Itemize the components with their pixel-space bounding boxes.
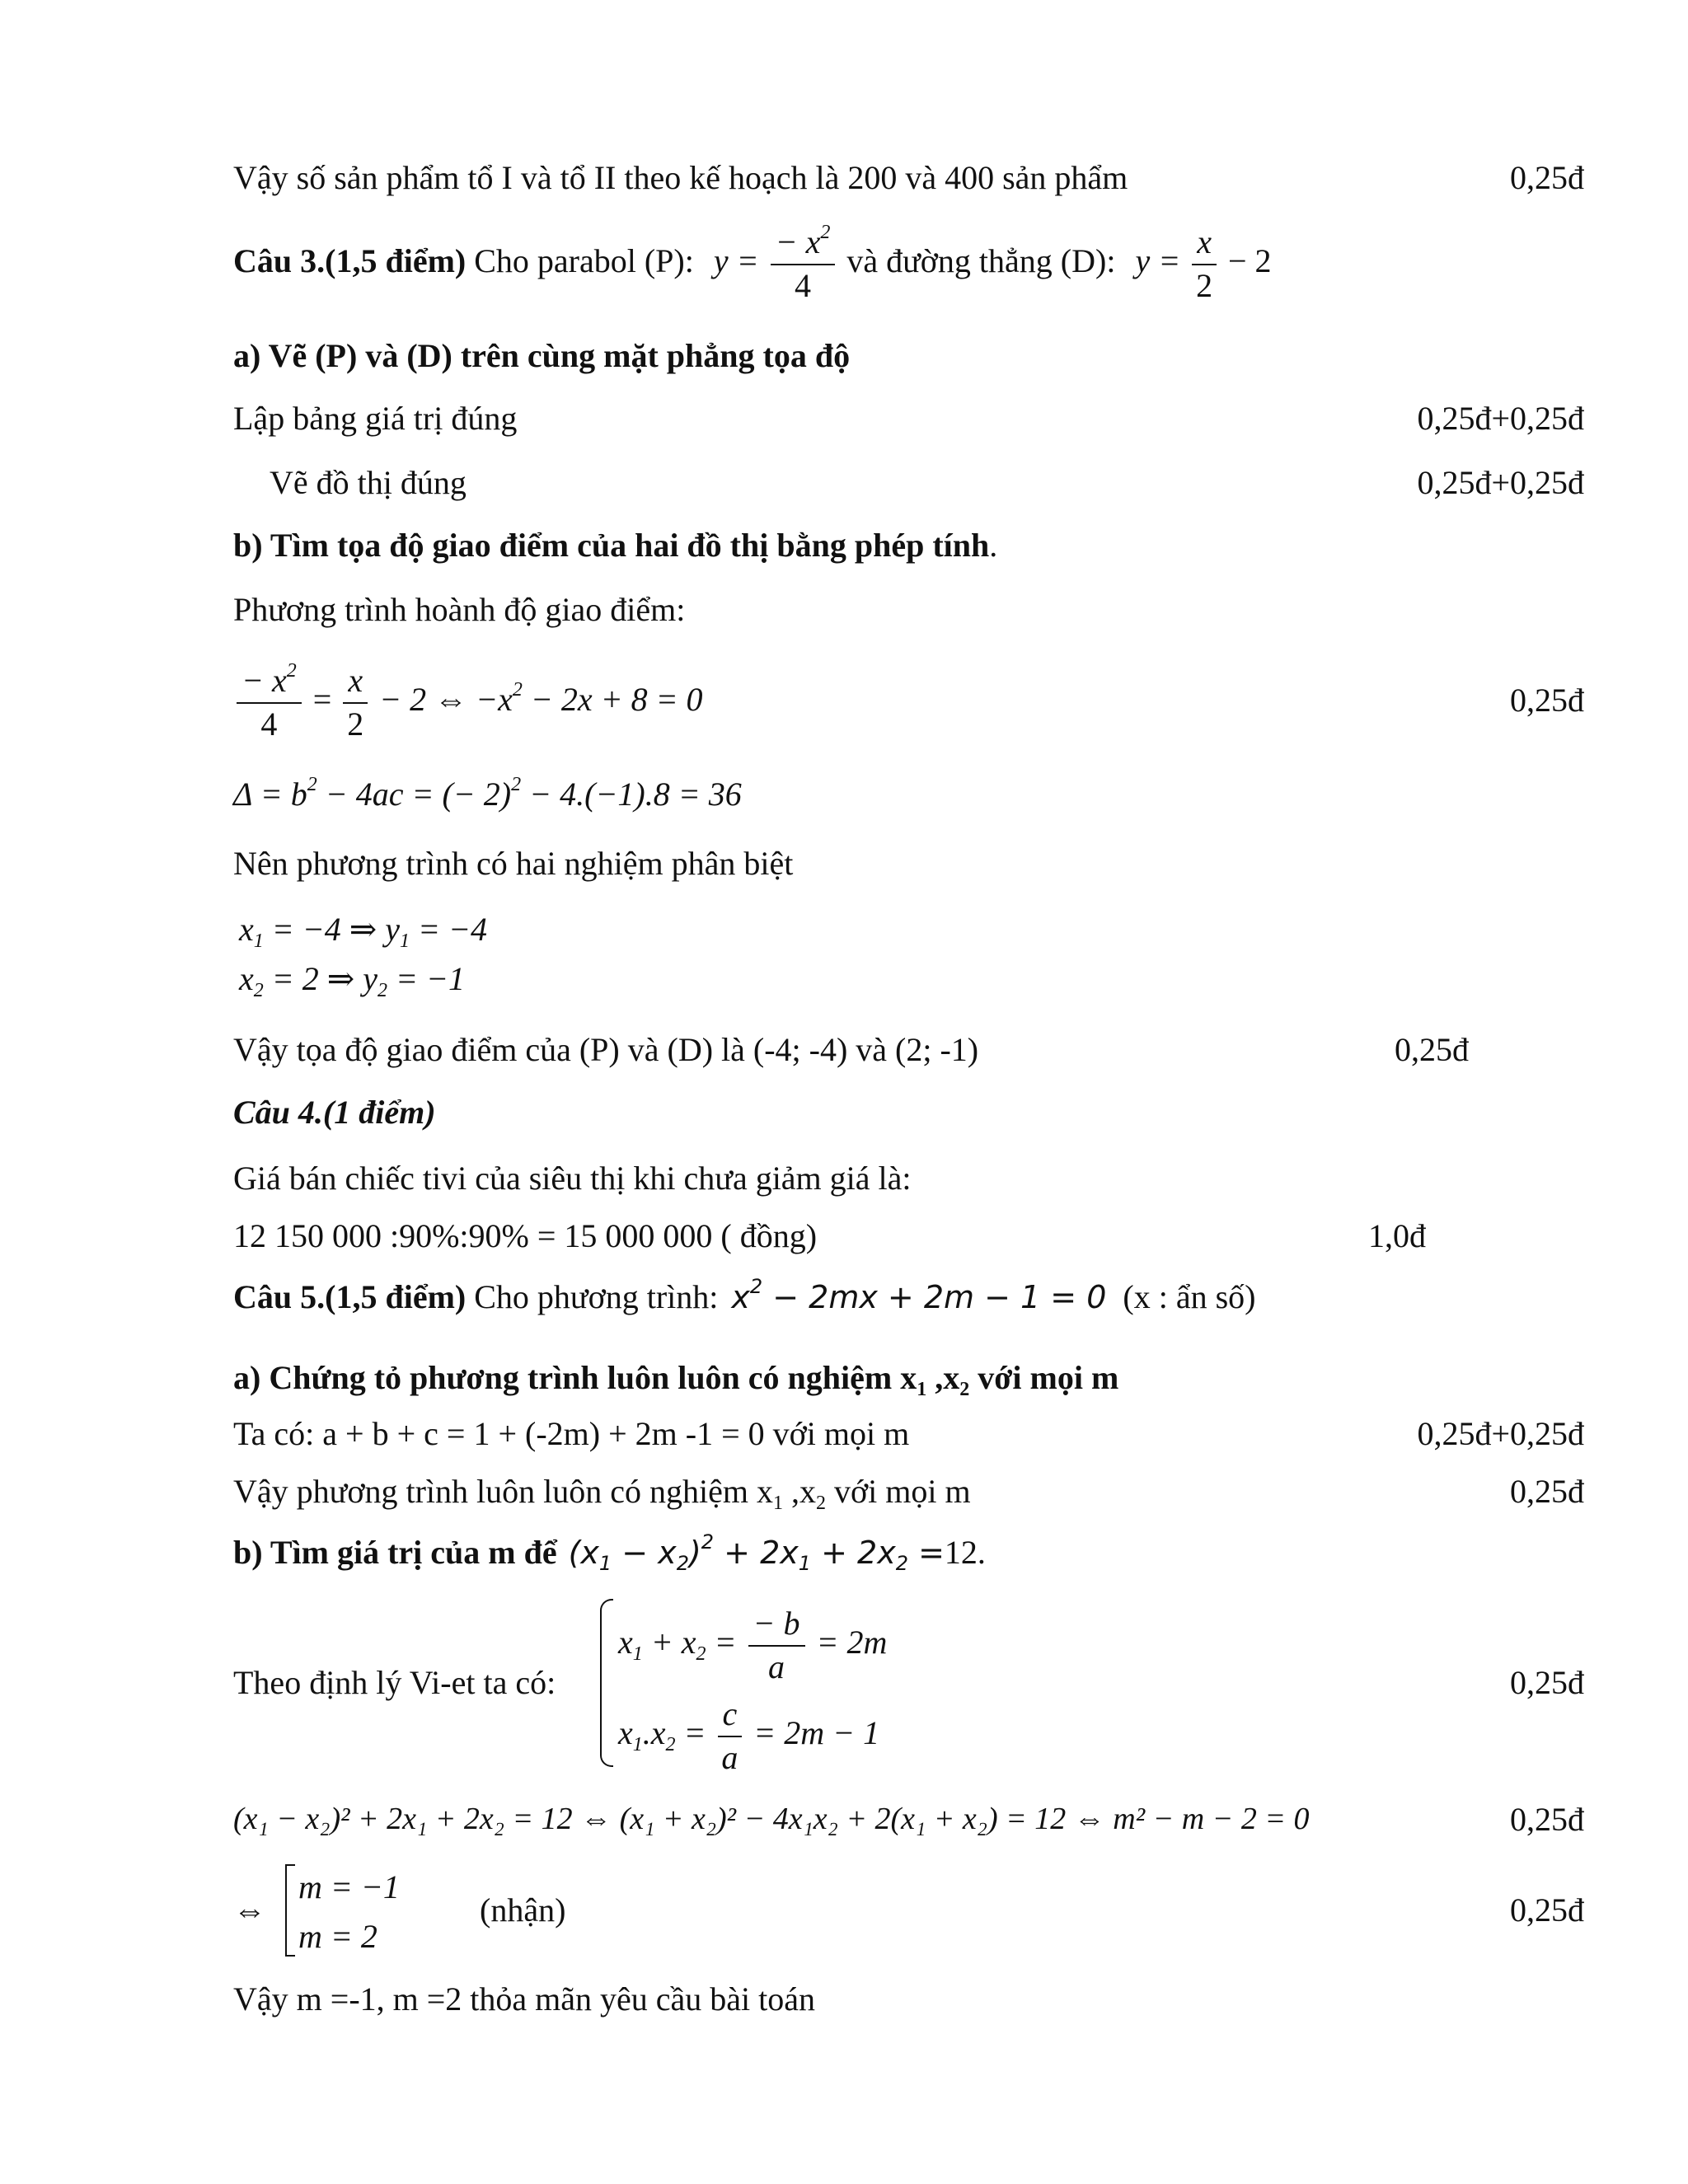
graph-line: Vẽ đồ thị đúng [270, 464, 467, 501]
vieta-label: Theo định lý Vi-et ta có: [233, 1664, 556, 1701]
score: 0,25đ [1510, 159, 1584, 196]
intersection-equation-label: Phương trình hoành độ giao điểm: [233, 591, 686, 628]
system-brace [600, 1599, 613, 1767]
always-has-roots-line: Vậy phương trình luôn luôn có nghiệm $x_1$ $,x_2$ với mọi m [233, 1473, 971, 1514]
table-line: Lập bảng giá trị đúng [233, 400, 518, 437]
question-3-heading: Câu 3.(1,5 điểm) Cho parabol (P): y = $\frac{- x^2}{4}$ và đường thẳng (D): y = $\frac{x}{2}$ − 2 [233, 222, 1272, 304]
score: 0,25đ [1510, 682, 1584, 719]
score: 0,25đ [1510, 1664, 1584, 1701]
sum-coefficients-line: Ta có: a + b + c = 1 + (-2m) + 2m -1 = 0 với mọi m [233, 1415, 910, 1452]
root-2: $x_2 = 2$ ⇒ $y_2 = -1$ [239, 960, 466, 1001]
score: 0,25đ [1510, 1891, 1584, 1929]
vieta-product: $x_1.x_2$ = $\frac{c}{a}$ = 2m − 1 [618, 1695, 880, 1776]
part-a-title: a) Vẽ (P) và (D) trên cùng mặt phẳng tọa độ [233, 337, 851, 374]
line-fraction: $\frac{x}{2}$ [1192, 224, 1217, 305]
intro-conclusion: Vậy số sản phẩm tổ I và tổ II theo kế hoạch là 200 và 400 sản phẩm [233, 159, 1128, 196]
line-intro: và đường thẳng (D): [846, 241, 1116, 279]
parabol-fraction: $\frac{- x^2}{4}$ [771, 224, 836, 305]
final-conclusion: Vậy m =-1, m =2 thỏa mãn yêu cầu bài toán [233, 1980, 816, 2018]
score: 0,25đ [1395, 1031, 1469, 1068]
tv-price-calculation: 12 150 000 :90%:90% = 15 000 000 ( đồng) [233, 1217, 818, 1254]
vieta-sum: $x_1 + x_2$ = $\frac{- b}{a}$ = 2m [618, 1605, 888, 1685]
part-a-title: a) Chứng tỏ phương trình luôn luôn có nghiệm $x_1$ $,x_2$ với mọi m [233, 1359, 1119, 1400]
question-4-title: Câu 4.(1 điểm) [233, 1094, 436, 1131]
tv-price-line: Giá bán chiếc tivi của siêu thị khi chưa giảm giá là: [233, 1160, 912, 1197]
accept-note: (nhận) [480, 1891, 566, 1929]
part-b-title: b) Tìm giá trị của m để $(x_1 - x_2)^2 + 2x_1 + 2x_2 =12$. [233, 1530, 986, 1575]
question-3-title: Câu 3.(1,5 điểm) [233, 241, 467, 279]
question-3-conclusion: Vậy tọa độ giao điểm của (P) và (D) là (-4; -4) và (2; -1) [233, 1031, 979, 1068]
score: 0,25đ [1510, 1801, 1584, 1838]
two-roots-line: Nên phương trình có hai nghiệm phân biệt [233, 845, 794, 882]
solution-1: m = −1 [298, 1868, 400, 1905]
score: 0,25đ+0,25đ [1417, 464, 1584, 501]
part-b-title: b) Tìm tọa độ giao điểm của hai đồ thị bằng phép tính. [233, 527, 998, 564]
score: 0,25đ+0,25đ [1417, 1415, 1584, 1452]
transform-equation: (x₁ − x₂)² + 2x₁ + 2x₂ = 12 ⇔ (x₁ + x₂)² − 4x₁x₂ + 2(x₁ + x₂) = 12 ⇔ m² − m − 2 = 0 [233, 1802, 1310, 1836]
question-5-heading: Câu 5.(1,5 điểm) Cho phương trình: $x^2 - 2mx + 2m - 1 = 0$ (x : ẩn số) [233, 1275, 1256, 1315]
score: 0,25đ [1510, 1473, 1584, 1510]
intersection-equation: $\frac{- x^2}{4}$ = $\frac{x}{2}$ − 2 ⇔ $-x^2 - 2x + 8 = 0$ [233, 663, 703, 743]
question-5-title: Câu 5.(1,5 điểm) [233, 1278, 467, 1315]
score: 1,0đ [1368, 1217, 1426, 1254]
question-3-intro: Cho parabol (P): [474, 241, 694, 279]
root-1: $x_1 = -4$ ⇒ $y_1 = -4$ [239, 911, 488, 952]
score: 0,25đ+0,25đ [1417, 400, 1584, 437]
solution-bracket [285, 1864, 295, 1957]
iff-symbol: ⇔ [233, 1891, 266, 1929]
discriminant: $\Delta = b^2 - 4ac$ = (− 2)$^2$ − 4.(−1).8 = 36 [233, 774, 742, 813]
solution-2: m = 2 [298, 1918, 377, 1955]
